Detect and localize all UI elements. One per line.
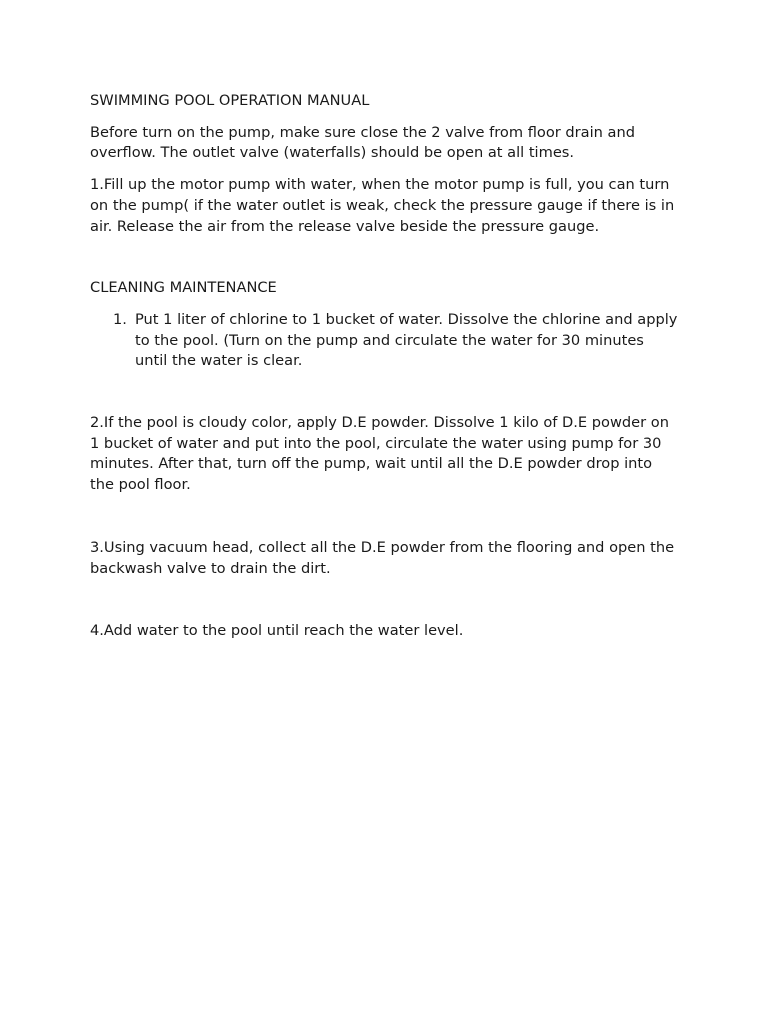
list-item [90,310,680,372]
list-item-number: 1. [113,310,127,328]
cleaning-step-4: 4.Add water to the pool until reach the water level. [90,622,464,640]
document-page [90,91,680,642]
list-item-text: Put 1 liter of chlorine to 1 bucket of water. Dissolve the chlorine and apply to the pool. (Turn on the pump and circulate the water for 30 minutes until the water is clear. [135,310,678,370]
cleaning-heading: CLEANING MAINTENANCE [90,279,277,297]
cleaning-step-2: 2.If the pool is cloudy color, apply D.E powder. Dissolve 1 kilo of D.E powder on 1 bucket of water and put into the pool, circulate the water using pump for 30 minutes. After that, turn off the pump, wait until all the D.E powder drop into the pool floor. [90,414,669,494]
operation-step-1: 1.Fill up the motor pump with water, when the motor pump is full, you can turn on the pump( if the water outlet is weak, check the pressure gauge if there is in air. Release the air from the release valve beside the pressure gauge. [90,176,675,235]
cleaning-step-3: 3.Using vacuum head, collect all the D.E powder from the flooring and open the backwash valve to drain the dirt. [90,538,675,577]
document-title: SWIMMING POOL OPERATION MANUAL [90,92,370,109]
cleaning-list [90,310,680,372]
intro-paragraph: Before turn on the pump, make sure close the 2 valve from floor drain and overflow. The outlet valve (waterfalls) should be open at all times. [90,123,636,162]
